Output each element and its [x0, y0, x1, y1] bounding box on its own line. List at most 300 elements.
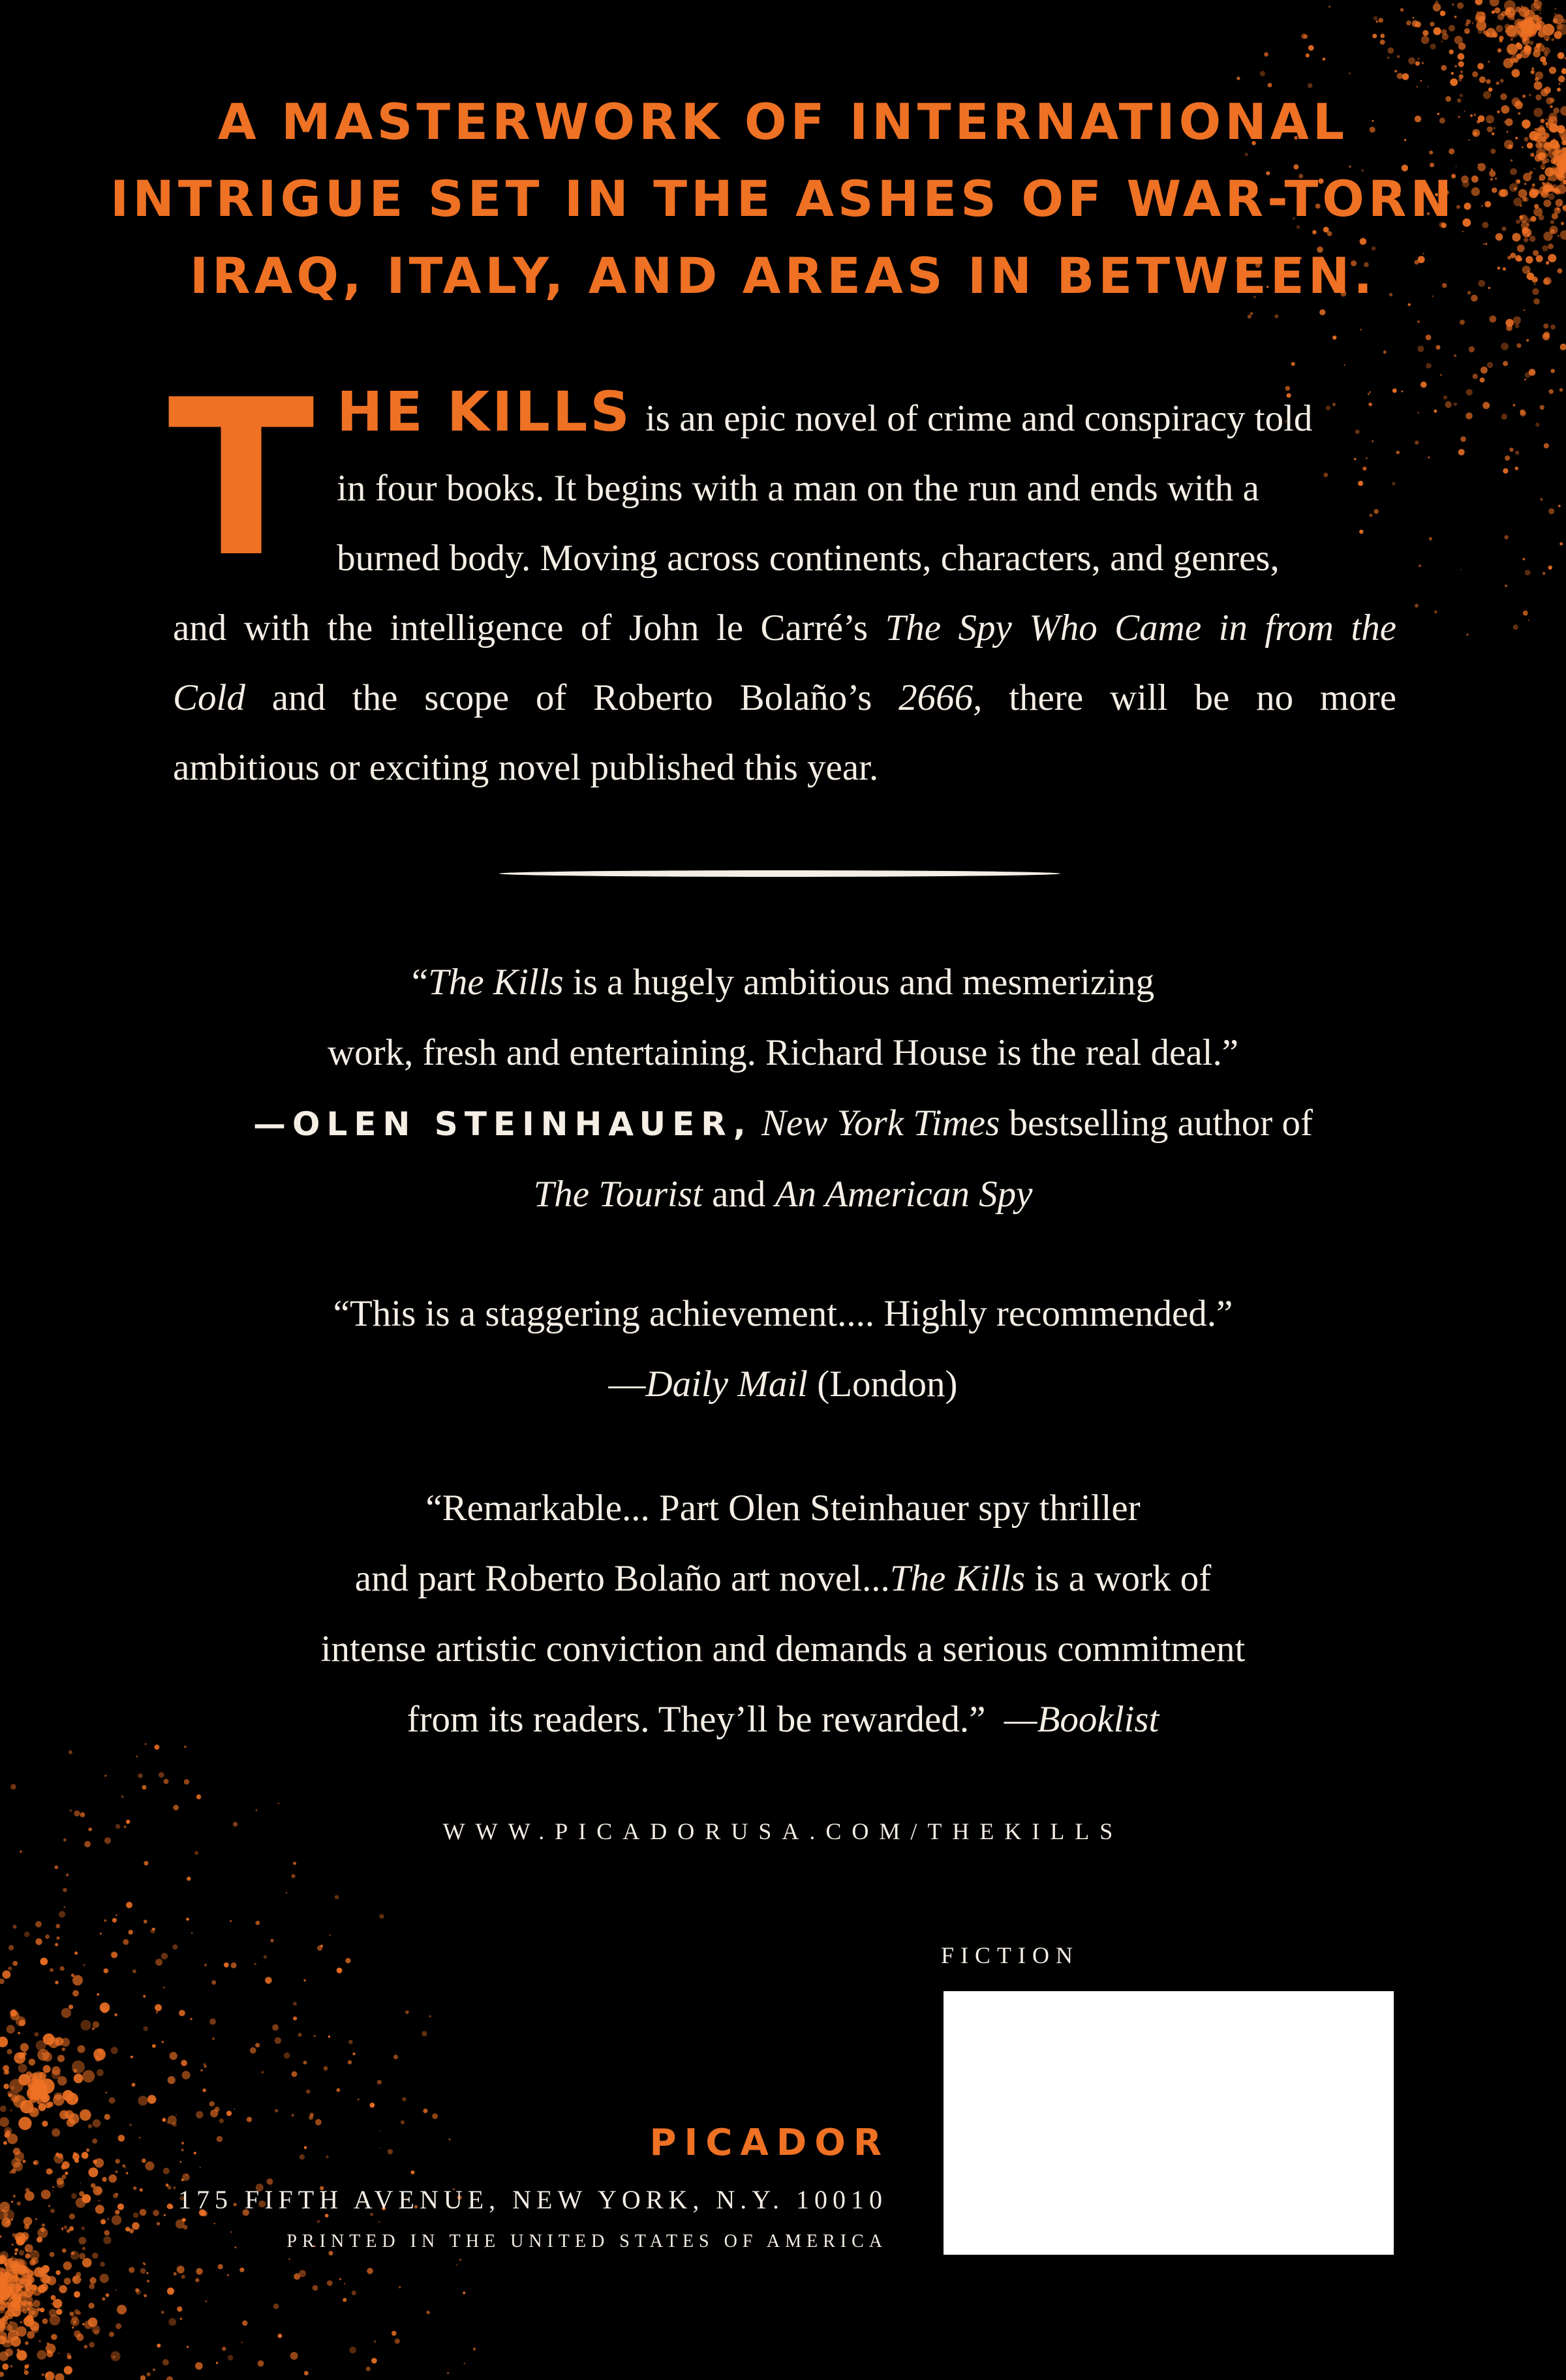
paint-speck	[370, 2103, 375, 2108]
paint-speck	[1509, 183, 1518, 192]
paint-speck	[1344, 365, 1345, 366]
quote-author: —OLEN STEINHAUER,	[253, 1105, 752, 1143]
paint-speck	[1541, 136, 1546, 142]
publication-name: Daily Mail	[645, 1364, 808, 1405]
paint-speck	[1514, 466, 1518, 470]
paint-speck	[181, 2142, 184, 2144]
paint-speck	[1396, 451, 1400, 454]
paint-speck	[0, 2117, 9, 2127]
paint-speck	[168, 2076, 176, 2084]
paint-speck	[64, 2366, 72, 2374]
paint-speck	[67, 2229, 70, 2233]
paint-speck	[0, 1979, 5, 1985]
paint-speck	[1454, 354, 1456, 357]
paint-speck	[71, 2193, 77, 2199]
paint-speck	[45, 1934, 50, 1939]
paint-speck	[1372, 34, 1377, 38]
paint-speck	[242, 2321, 247, 2326]
publisher-name: PICADOR	[649, 2122, 889, 2164]
paint-speck	[1511, 159, 1513, 162]
paint-speck	[1559, 388, 1563, 392]
paint-speck	[374, 2340, 376, 2342]
paint-speck	[115, 2289, 117, 2291]
paint-speck	[162, 2041, 164, 2043]
paint-speck	[46, 2070, 48, 2072]
paint-speck	[155, 1959, 162, 1966]
paint-speck	[51, 2295, 56, 2300]
paint-speck	[1458, 53, 1465, 60]
paint-speck	[18, 2117, 31, 2130]
paint-speck	[1400, 8, 1404, 11]
paint-speck	[74, 2074, 84, 2084]
paint-speck	[52, 2186, 54, 2188]
paint-speck	[1525, 570, 1531, 575]
paint-speck	[1561, 183, 1563, 185]
paint-speck	[11, 2158, 21, 2168]
paint-speck	[200, 2167, 201, 2168]
paint-speck	[133, 2212, 139, 2218]
paint-speck	[473, 2347, 476, 2351]
paint-speck	[157, 2222, 160, 2225]
paint-speck	[38, 2103, 46, 2111]
paint-speck	[1512, 233, 1520, 241]
paint-speck	[22, 2052, 27, 2056]
tagline-line: INTRIGUE SET IN THE ASHES OF WAR-TORN	[110, 170, 1456, 228]
paint-speck	[196, 2111, 203, 2118]
paint-speck	[1542, 160, 1546, 164]
paint-speck	[1475, 0, 1483, 5]
paint-speck	[1417, 57, 1419, 59]
paint-speck	[1543, 61, 1547, 65]
paint-speck	[1561, 222, 1564, 225]
paint-speck	[1525, 127, 1528, 129]
paint-speck	[35, 2218, 37, 2220]
paint-speck	[410, 2171, 414, 2174]
paint-speck	[1489, 316, 1496, 323]
paint-speck	[11, 2201, 13, 2203]
paint-speck	[53, 2299, 63, 2309]
paint-speck	[142, 2159, 146, 2163]
paint-speck	[1402, 391, 1404, 393]
paint-speck	[1512, 69, 1520, 78]
paint-speck	[314, 2036, 316, 2037]
book-title-lead: HE KILLS	[337, 380, 632, 444]
paint-speck	[304, 2146, 307, 2150]
paint-speck	[133, 2186, 137, 2190]
paint-speck	[8, 1966, 12, 1970]
paint-speck	[1527, 223, 1530, 226]
publisher-address: 175 FIFTH AVENUE, NEW YORK, N.Y. 10010	[177, 2185, 887, 2214]
paint-speck	[2, 2208, 5, 2211]
paint-speck	[1467, 31, 1468, 33]
paint-speck	[217, 2136, 223, 2142]
paint-speck	[278, 1803, 279, 1804]
paint-speck	[27, 2308, 30, 2311]
paint-speck	[76, 2334, 84, 2341]
paint-speck	[288, 2258, 290, 2260]
paint-speck	[182, 2218, 186, 2222]
paint-speck	[1466, 412, 1473, 420]
paint-speck	[146, 2272, 148, 2274]
paint-speck	[1394, 70, 1397, 72]
paint-speck	[1458, 61, 1464, 67]
paint-speck	[138, 2096, 147, 2105]
paint-speck	[1485, 243, 1487, 245]
paint-speck	[432, 2113, 438, 2119]
paint-speck	[1493, 33, 1497, 37]
paint-speck	[104, 1919, 106, 1922]
paint-speck	[5, 2263, 8, 2266]
paint-speck	[209, 2101, 215, 2107]
paint-speck	[306, 2090, 310, 2094]
paint-speck	[1441, 40, 1442, 42]
paint-speck	[1523, 558, 1526, 560]
paint-speck	[140, 2375, 146, 2380]
paint-speck	[115, 2159, 120, 2163]
paint-speck	[167, 2206, 169, 2208]
paint-speck	[126, 1902, 132, 1908]
paint-speck	[59, 2285, 60, 2286]
paint-speck	[1535, 423, 1539, 427]
paint-speck	[71, 2315, 78, 2322]
paint-speck	[5, 2207, 7, 2209]
paint-speck	[401, 2120, 405, 2124]
paint-speck	[143, 2262, 145, 2264]
paint-speck	[180, 2318, 182, 2320]
paint-speck	[24, 1932, 30, 1938]
paint-speck	[1462, 219, 1471, 227]
paint-speck	[162, 2118, 166, 2122]
paint-speck	[196, 2268, 202, 2274]
paint-speck	[129, 1930, 133, 1934]
paint-speck	[33, 2160, 38, 2165]
paint-speck	[1531, 216, 1537, 222]
paint-speck	[33, 2300, 40, 2308]
paint-speck	[40, 2283, 48, 2291]
paint-speck	[20, 2321, 22, 2323]
paint-speck	[1497, 110, 1499, 113]
paint-speck	[1529, 369, 1536, 376]
paint-speck	[1543, 279, 1550, 285]
paint-speck	[1494, 7, 1500, 13]
paint-speck	[1540, 17, 1542, 19]
quote-text: and part Roberto Bolaño art novel...	[354, 1558, 890, 1599]
paint-speck	[1543, 331, 1550, 338]
paint-speck	[104, 2114, 110, 2120]
paint-speck	[205, 2300, 207, 2302]
paint-speck	[45, 2102, 51, 2108]
paint-speck	[57, 2055, 65, 2062]
paint-speck	[1522, 266, 1531, 274]
paint-speck	[86, 2148, 89, 2152]
paint-speck	[187, 2346, 189, 2348]
paint-speck	[1454, 403, 1458, 406]
paint-speck	[234, 2246, 236, 2248]
paint-speck	[10, 2296, 16, 2302]
paint-speck	[94, 2330, 100, 2336]
paint-speck	[1434, 410, 1437, 413]
paint-speck	[194, 2152, 196, 2154]
paint-speck	[9, 2263, 14, 2268]
paint-speck	[352, 2291, 356, 2295]
paint-speck	[1505, 23, 1511, 30]
paint-speck	[1440, 10, 1446, 16]
paint-speck	[37, 2049, 49, 2061]
paint-speck	[1544, 153, 1549, 158]
paint-speck	[1534, 82, 1543, 90]
paint-speck	[1380, 40, 1385, 45]
paint-speck	[1417, 320, 1420, 323]
paint-speck	[100, 1932, 102, 1934]
paint-speck	[2, 2364, 8, 2370]
paint-speck	[34, 2082, 44, 2092]
paint-speck	[181, 2149, 184, 2152]
paint-speck	[92, 2139, 97, 2144]
paint-speck	[29, 2059, 36, 2066]
paint-speck	[1383, 350, 1387, 354]
paint-speck	[1413, 17, 1415, 19]
paint-speck	[1533, 250, 1539, 256]
paint-speck	[48, 2037, 59, 2049]
paint-speck	[100, 2002, 110, 2013]
paint-speck	[1541, 119, 1545, 123]
paint-speck	[261, 2071, 264, 2073]
paint-speck	[1548, 508, 1554, 514]
paint-speck	[177, 2266, 185, 2274]
paint-speck	[1519, 7, 1529, 17]
paint-speck	[1520, 410, 1526, 416]
paint-speck	[393, 2054, 398, 2059]
paint-speck	[64, 1906, 65, 1908]
paint-speck	[1454, 36, 1463, 44]
paint-speck	[7, 2133, 18, 2144]
paint-speck	[39, 2290, 42, 2293]
paint-speck	[367, 2268, 373, 2274]
paint-speck	[348, 2040, 353, 2045]
paint-speck	[272, 2024, 279, 2031]
paint-speck	[293, 2017, 297, 2021]
paint-speck	[1533, 298, 1540, 305]
paint-speck	[42, 2272, 46, 2276]
paint-speck	[61, 2038, 70, 2047]
paint-speck	[1397, 55, 1400, 58]
paint-speck	[57, 2076, 67, 2085]
paint-speck	[24, 2369, 26, 2371]
paint-speck	[1481, 367, 1488, 374]
paint-speck	[1552, 213, 1558, 219]
paint-speck	[379, 2148, 380, 2149]
paint-speck	[1496, 82, 1499, 85]
paint-speck	[1429, 537, 1432, 540]
paint-speck	[1460, 569, 1461, 570]
paint-speck	[1511, 38, 1514, 41]
paint-speck	[194, 1851, 198, 1855]
paint-speck	[1501, 226, 1506, 231]
description-text: and the scope of Roberto Bolaño’s	[271, 677, 872, 718]
paint-speck	[1559, 83, 1561, 85]
paint-speck	[402, 2098, 406, 2101]
paint-speck	[153, 2368, 155, 2371]
tagline	[104, 84, 1462, 314]
paint-speck	[42, 2319, 48, 2325]
paint-speck	[186, 1917, 189, 1921]
paint-speck	[52, 2066, 61, 2075]
paint-speck	[1500, 79, 1504, 83]
paint-speck	[1544, 200, 1552, 207]
paint-speck	[1556, 147, 1558, 149]
paint-speck	[13, 1925, 17, 1929]
paint-speck	[1481, 205, 1483, 207]
paint-speck	[1551, 369, 1555, 373]
paint-speck	[1512, 18, 1515, 21]
paint-speck	[72, 1975, 83, 1985]
description-text: there will be no more	[1009, 677, 1397, 718]
paint-speck	[55, 2373, 64, 2380]
paint-speck	[1426, 335, 1432, 341]
paint-speck	[1535, 95, 1541, 100]
paint-speck	[1530, 153, 1534, 157]
paint-speck	[80, 2109, 91, 2121]
paint-speck	[112, 1918, 117, 1923]
paint-speck	[93, 2119, 101, 2128]
paint-speck	[7, 2025, 15, 2034]
paint-speck	[168, 2318, 176, 2326]
paint-speck	[298, 2033, 301, 2037]
paint-speck	[1487, 362, 1493, 368]
book-reference: 2666,	[898, 677, 983, 718]
paint-speck	[1538, 153, 1544, 159]
paint-speck	[1521, 103, 1523, 105]
paint-speck	[1548, 243, 1554, 249]
paint-speck	[1535, 77, 1539, 81]
paint-speck	[1496, 233, 1503, 241]
paint-speck	[1449, 50, 1454, 54]
paint-speck	[1522, 228, 1531, 237]
paint-speck	[1560, 106, 1566, 116]
paint-speck	[83, 1964, 85, 1966]
paint-speck	[1499, 36, 1503, 40]
paint-speck	[234, 2108, 236, 2110]
paint-speck	[1546, 39, 1548, 41]
paint-speck	[10, 1784, 16, 1790]
paint-speck	[6, 2325, 13, 2332]
paint-speck	[1563, 168, 1565, 171]
paint-speck	[65, 2172, 68, 2175]
paint-speck	[181, 2060, 187, 2066]
paint-speck	[16, 2017, 25, 2026]
paint-speck	[18, 2262, 23, 2268]
paint-speck	[1513, 198, 1522, 206]
paint-speck	[1548, 566, 1552, 570]
paint-speck	[1505, 585, 1507, 587]
paint-speck	[1503, 361, 1508, 366]
paint-speck	[195, 2362, 203, 2370]
paint-speck	[1492, 132, 1494, 135]
paint-speck	[155, 2004, 162, 2011]
paint-speck	[0, 2105, 7, 2112]
quote-text: work, fresh and entertaining. Richard House is the real deal.”	[328, 1032, 1238, 1073]
paint-speck	[1489, 170, 1496, 177]
paint-speck	[345, 1958, 350, 1963]
paint-speck	[92, 2027, 95, 2030]
paint-speck	[1529, 94, 1531, 97]
paint-speck	[61, 2008, 71, 2018]
paint-speck	[0, 2235, 2, 2238]
paint-speck	[27, 2083, 31, 2087]
paint-speck	[1473, 114, 1476, 116]
paint-speck	[1560, 344, 1566, 350]
paint-speck	[96, 2188, 102, 2194]
paint-speck	[42, 2052, 44, 2054]
paint-speck	[1497, 14, 1505, 21]
paint-speck	[74, 2310, 80, 2315]
paint-speck	[1524, 309, 1526, 311]
paint-speck	[14, 2252, 17, 2255]
paint-speck	[1539, 125, 1544, 130]
book-reference: The Spy Who Came in from the	[885, 607, 1396, 648]
paint-speck	[12, 2244, 14, 2246]
paint-speck	[299, 2154, 305, 2159]
paint-speck	[1524, 378, 1526, 380]
paint-speck	[1497, 267, 1501, 270]
paint-speck	[464, 2362, 466, 2364]
paint-speck	[1501, 414, 1507, 420]
paint-speck	[1458, 449, 1465, 455]
paint-speck	[429, 2015, 431, 2017]
paint-speck	[1520, 30, 1531, 41]
paint-speck	[13, 2148, 20, 2155]
paint-speck	[57, 2154, 63, 2159]
paint-speck	[422, 2031, 427, 2036]
paint-speck	[1524, 183, 1527, 185]
paint-speck	[140, 2188, 143, 2191]
book-title: The Tourist	[533, 1174, 703, 1215]
paint-speck	[22, 2159, 25, 2163]
paint-speck	[1486, 79, 1491, 84]
paint-speck	[1440, 374, 1442, 376]
paint-speck	[1501, 105, 1509, 114]
paint-speck	[1472, 22, 1474, 24]
paint-speck	[70, 2251, 80, 2260]
paint-speck	[181, 2275, 185, 2279]
paint-speck	[1483, 30, 1488, 35]
paint-speck	[16, 2350, 27, 2360]
paint-speck	[1408, 57, 1415, 65]
paint-speck	[82, 2258, 92, 2268]
paint-speck	[1560, 204, 1561, 205]
paint-speck	[1548, 178, 1550, 181]
paint-speck	[1500, 189, 1508, 197]
quote-text: from its readers. They’ll be rewarded.”	[407, 1699, 986, 1740]
paint-speck	[1470, 114, 1473, 117]
paint-speck	[1306, 53, 1310, 57]
paint-speck	[335, 1895, 339, 1899]
paint-speck	[10, 2110, 12, 2112]
paint-speck	[89, 2277, 96, 2283]
paint-speck	[61, 2165, 66, 2169]
paint-speck	[1548, 389, 1553, 394]
paint-speck	[42, 2373, 44, 2376]
paint-speck	[1529, 236, 1535, 241]
paint-speck	[176, 2114, 177, 2116]
paint-speck	[92, 2253, 98, 2259]
paint-speck	[304, 2371, 309, 2375]
paint-speck	[164, 1779, 169, 1784]
paint-speck	[82, 2070, 95, 2082]
paint-speck	[1529, 171, 1533, 175]
paint-speck	[63, 2225, 67, 2229]
paint-speck	[1505, 455, 1510, 461]
